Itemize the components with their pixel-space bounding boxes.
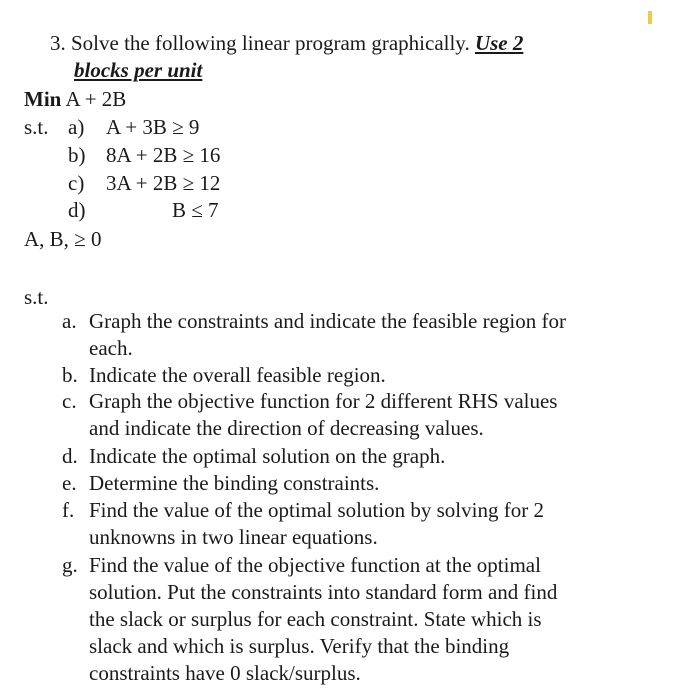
task-f <box>62 497 642 551</box>
task-letter: a. <box>62 309 77 333</box>
task-line: Determine the binding constraints. <box>89 471 380 495</box>
task-line: the slack or surplus for each constraint. State which is <box>89 607 542 631</box>
tasks-st-label: s.t. <box>24 285 49 309</box>
task-line: each. <box>89 336 133 360</box>
instruction-part2: blocks per unit <box>74 58 203 82</box>
task-line: slack and which is surplus. Verify that the binding <box>89 634 510 658</box>
task-line: Graph the constraints and indicate the feasible region for <box>89 309 566 333</box>
task-letter: g. <box>62 553 78 577</box>
task-letter: f. <box>62 498 75 522</box>
task-letter: e. <box>62 471 77 495</box>
objective-expression: A + 2B <box>65 87 127 111</box>
task-g <box>62 552 642 687</box>
task-line: and indicate the direction of decreasing values. <box>89 416 484 440</box>
task-a <box>62 308 642 362</box>
constraint-a-expr: A + 3B ≥ 9 <box>106 115 200 139</box>
task-line: Find the value of the objective function at the optimal <box>89 553 541 577</box>
task-line: Indicate the optimal solution on the graph. <box>89 444 446 468</box>
text-cursor <box>648 11 652 24</box>
objective-label: Min <box>24 87 62 111</box>
constraint-a-tag: a) <box>68 115 85 139</box>
task-e <box>62 470 642 497</box>
task-c <box>62 388 642 442</box>
task-line: Indicate the overall feasible region. <box>89 363 386 387</box>
task-line: Graph the objective function for 2 different RHS values <box>89 389 558 413</box>
task-letter: c. <box>62 389 77 413</box>
task-line: unknowns in two linear equations. <box>89 525 378 549</box>
task-line: solution. Put the constraints into standard form and find <box>89 580 558 604</box>
objective-line <box>24 86 126 113</box>
constraint-c-tag: c) <box>68 171 85 195</box>
task-b <box>62 362 642 389</box>
task-line: constraints have 0 slack/surplus. <box>89 661 361 685</box>
instruction-part1: Use 2 <box>474 31 524 55</box>
problem-heading: 3. Solve the following linear program graphically. <box>50 31 470 55</box>
constraint-d-tag: d) <box>68 198 86 222</box>
st-label: s.t. <box>24 115 49 139</box>
task-letter: d. <box>62 444 78 468</box>
task-line: Find the value of the optimal solution by solving for 2 <box>89 498 544 522</box>
constraint-b-tag: b) <box>68 143 86 167</box>
task-letter: b. <box>62 363 78 387</box>
task-d <box>62 443 642 470</box>
nonnegativity: A, B, ≥ 0 <box>24 227 102 251</box>
constraint-c-expr: 3A + 2B ≥ 12 <box>106 171 221 195</box>
problem-heading-line <box>50 30 523 57</box>
constraint-d-expr: B ≤ 7 <box>172 198 219 222</box>
constraint-b-expr: 8A + 2B ≥ 16 <box>106 143 221 167</box>
